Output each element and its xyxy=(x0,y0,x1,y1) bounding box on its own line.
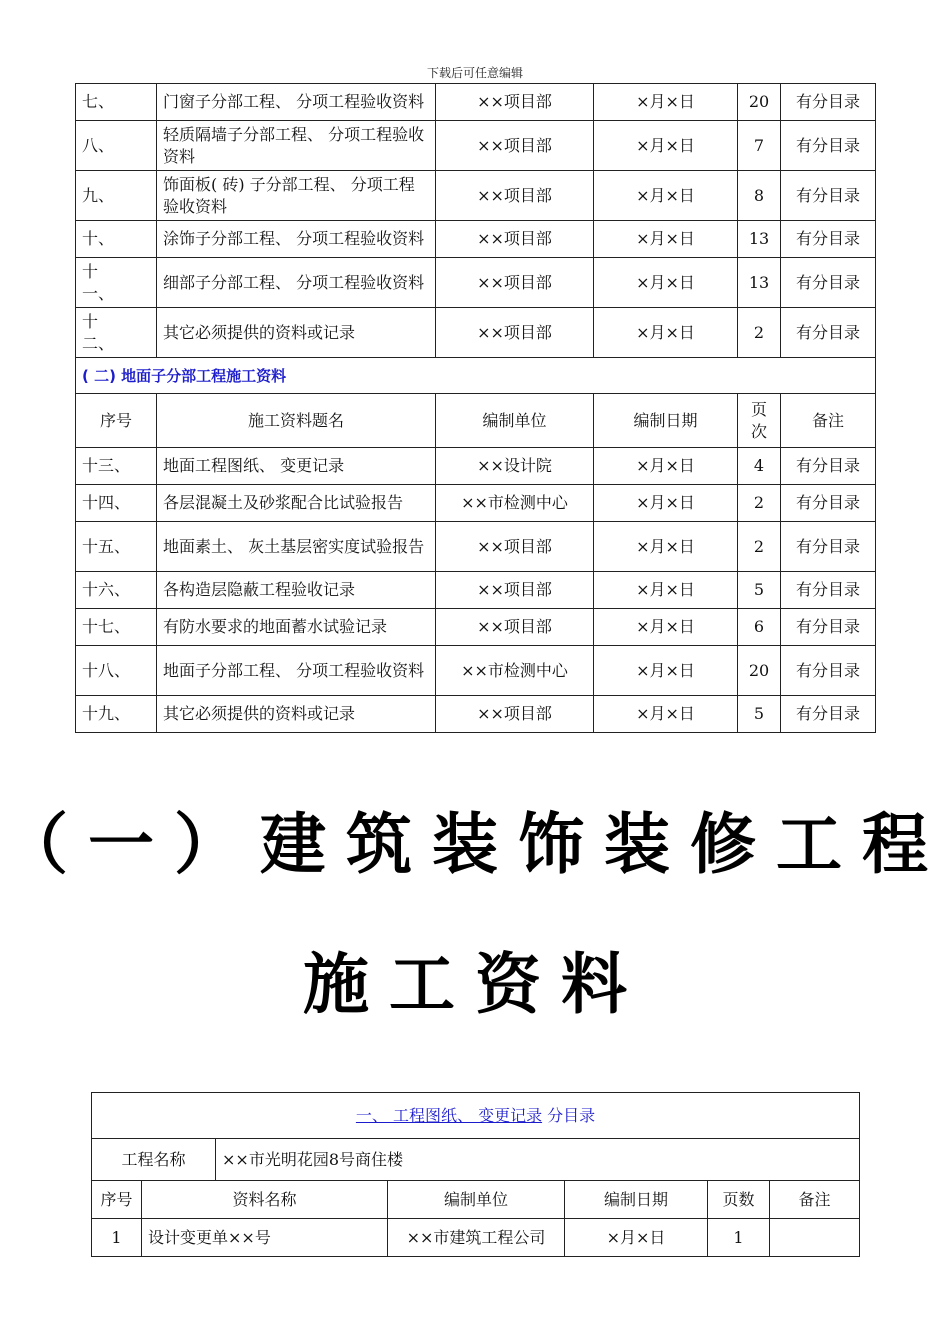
header-pages: 页次 xyxy=(738,394,781,448)
table-row xyxy=(76,522,876,572)
row-unit: ××项目部 xyxy=(436,221,594,258)
row-date: ×月×日 xyxy=(594,609,738,646)
t2-header-unit: 编制单位 xyxy=(388,1181,565,1219)
row-note: 有分目录 xyxy=(781,258,876,308)
row-name: 其它必须提供的资料或记录 xyxy=(157,308,436,358)
row-no: 十八、 xyxy=(76,646,157,696)
header-note: 备注 xyxy=(781,394,876,448)
row-unit: ××市建筑工程公司 xyxy=(388,1219,565,1257)
row-pages: 2 xyxy=(738,485,781,522)
project-label: 工程名称 xyxy=(92,1139,216,1181)
header-name: 施工资料题名 xyxy=(157,394,436,448)
row-no: 九、 xyxy=(76,171,157,221)
subdirectory-header-row xyxy=(92,1181,860,1219)
table-row xyxy=(76,448,876,485)
t2-header-date: 编制日期 xyxy=(565,1181,708,1219)
row-pages: 2 xyxy=(738,308,781,358)
header-note: 下载后可任意编辑 xyxy=(426,66,523,80)
row-name: 地面素土、 灰土基层密实度试验报告 xyxy=(157,522,436,572)
row-name: 细部子分部工程、 分项工程验收资料 xyxy=(157,258,436,308)
row-pages: 2 xyxy=(738,522,781,572)
row-name: 涂饰子分部工程、 分项工程验收资料 xyxy=(157,221,436,258)
row-date: ×月×日 xyxy=(594,84,738,121)
table-row xyxy=(76,258,876,308)
row-note: 有分目录 xyxy=(781,448,876,485)
row-pages: 5 xyxy=(738,572,781,609)
row-date: ×月×日 xyxy=(594,485,738,522)
subdirectory-table xyxy=(91,1092,860,1257)
row-date: ×月×日 xyxy=(594,696,738,733)
row-no: 1 xyxy=(92,1219,142,1257)
big-title-line-2: 施工资料 xyxy=(303,946,647,1023)
row-no: 七、 xyxy=(76,84,157,121)
table-row xyxy=(92,1219,860,1257)
row-unit: ××项目部 xyxy=(436,522,594,572)
row-name: 各构造层隐蔽工程验收记录 xyxy=(157,572,436,609)
row-pages: 13 xyxy=(738,221,781,258)
row-date: ×月×日 xyxy=(594,258,738,308)
t2-header-pages: 页数 xyxy=(708,1181,770,1219)
header-unit: 编制单位 xyxy=(436,394,594,448)
row-name: 饰面板( 砖) 子分部工程、 分项工程验收资料 xyxy=(157,171,436,221)
row-no: 十一、 xyxy=(76,258,157,308)
row-name: 其它必须提供的资料或记录 xyxy=(157,696,436,733)
table-row xyxy=(76,609,876,646)
row-note xyxy=(770,1219,860,1257)
row-note: 有分目录 xyxy=(781,609,876,646)
row-name: 门窗子分部工程、 分项工程验收资料 xyxy=(157,84,436,121)
row-no: 八、 xyxy=(76,121,157,171)
row-pages: 5 xyxy=(738,696,781,733)
header-no: 序号 xyxy=(76,394,157,448)
row-unit: ××项目部 xyxy=(436,171,594,221)
construction-data-table xyxy=(75,83,876,733)
row-no: 十二、 xyxy=(76,308,157,358)
row-pages: 20 xyxy=(738,646,781,696)
row-no: 十六、 xyxy=(76,572,157,609)
row-note: 有分目录 xyxy=(781,308,876,358)
row-pages: 8 xyxy=(738,171,781,221)
row-date: ×月×日 xyxy=(594,448,738,485)
row-pages: 6 xyxy=(738,609,781,646)
subdirectory-title-row xyxy=(92,1093,860,1139)
row-no: 十九、 xyxy=(76,696,157,733)
row-note: 有分目录 xyxy=(781,696,876,733)
subdirectory-title xyxy=(92,1093,860,1139)
row-unit: ××项目部 xyxy=(436,258,594,308)
row-pages: 20 xyxy=(738,84,781,121)
table-header-row xyxy=(76,394,876,448)
row-no: 十七、 xyxy=(76,609,157,646)
table-row xyxy=(76,121,876,171)
row-unit: ××设计院 xyxy=(436,448,594,485)
row-unit: ××项目部 xyxy=(436,609,594,646)
section-title-row xyxy=(76,358,876,394)
table-row xyxy=(76,696,876,733)
table-row xyxy=(76,572,876,609)
row-no: 十五、 xyxy=(76,522,157,572)
row-note: 有分目录 xyxy=(781,485,876,522)
project-row xyxy=(92,1139,860,1181)
row-name: 地面子分部工程、 分项工程验收资料 xyxy=(157,646,436,696)
row-date: ×月×日 xyxy=(594,522,738,572)
t2-header-name: 资料名称 xyxy=(142,1181,388,1219)
row-date: ×月×日 xyxy=(594,308,738,358)
row-note: 有分目录 xyxy=(781,572,876,609)
row-name: 设计变更单××号 xyxy=(142,1219,388,1257)
row-unit: ××市检测中心 xyxy=(436,646,594,696)
row-date: ×月×日 xyxy=(594,171,738,221)
row-pages: 13 xyxy=(738,258,781,308)
row-date: ×月×日 xyxy=(594,646,738,696)
row-date: ×月×日 xyxy=(594,221,738,258)
row-date: ×月×日 xyxy=(594,572,738,609)
table-row xyxy=(76,84,876,121)
row-date: ×月×日 xyxy=(594,121,738,171)
row-pages: 1 xyxy=(708,1219,770,1257)
table-row xyxy=(76,171,876,221)
row-name: 轻质隔墙子分部工程、 分项工程验收资料 xyxy=(157,121,436,171)
table-row xyxy=(76,646,876,696)
table-row xyxy=(76,308,876,358)
table-row xyxy=(76,485,876,522)
row-note: 有分目录 xyxy=(781,84,876,121)
row-note: 有分目录 xyxy=(781,646,876,696)
row-note: 有分目录 xyxy=(781,171,876,221)
row-unit: ××项目部 xyxy=(436,121,594,171)
row-name: 地面工程图纸、 变更记录 xyxy=(157,448,436,485)
row-no: 十四、 xyxy=(76,485,157,522)
row-no: 十三、 xyxy=(76,448,157,485)
table-row xyxy=(76,221,876,258)
row-date: ×月×日 xyxy=(565,1219,708,1257)
row-note: 有分目录 xyxy=(781,121,876,171)
row-unit: ××项目部 xyxy=(436,572,594,609)
row-unit: ××项目部 xyxy=(436,84,594,121)
row-name: 各层混凝土及砂浆配合比试验报告 xyxy=(157,485,436,522)
row-note: 有分目录 xyxy=(781,522,876,572)
subdirectory-title-main: 一、 工程图纸、 变更记录 xyxy=(355,1105,543,1125)
row-unit: ××市检测中心 xyxy=(436,485,594,522)
project-value: ××市光明花园8号商住楼 xyxy=(216,1139,860,1181)
row-name: 有防水要求的地面蓄水试验记录 xyxy=(157,609,436,646)
section-title: ( 二) 地面子分部工程施工资料 xyxy=(76,358,876,394)
row-note: 有分目录 xyxy=(781,221,876,258)
t2-header-no: 序号 xyxy=(92,1181,142,1219)
row-no: 十、 xyxy=(76,221,157,258)
subdirectory-title-suffix: 分目录 xyxy=(542,1105,596,1125)
header-date: 编制日期 xyxy=(594,394,738,448)
big-title-line-1: （一）建筑装饰装修工程 xyxy=(2,806,948,883)
row-unit: ××项目部 xyxy=(436,308,594,358)
row-unit: ××项目部 xyxy=(436,696,594,733)
row-pages: 7 xyxy=(738,121,781,171)
t2-header-note: 备注 xyxy=(770,1181,860,1219)
row-pages: 4 xyxy=(738,448,781,485)
